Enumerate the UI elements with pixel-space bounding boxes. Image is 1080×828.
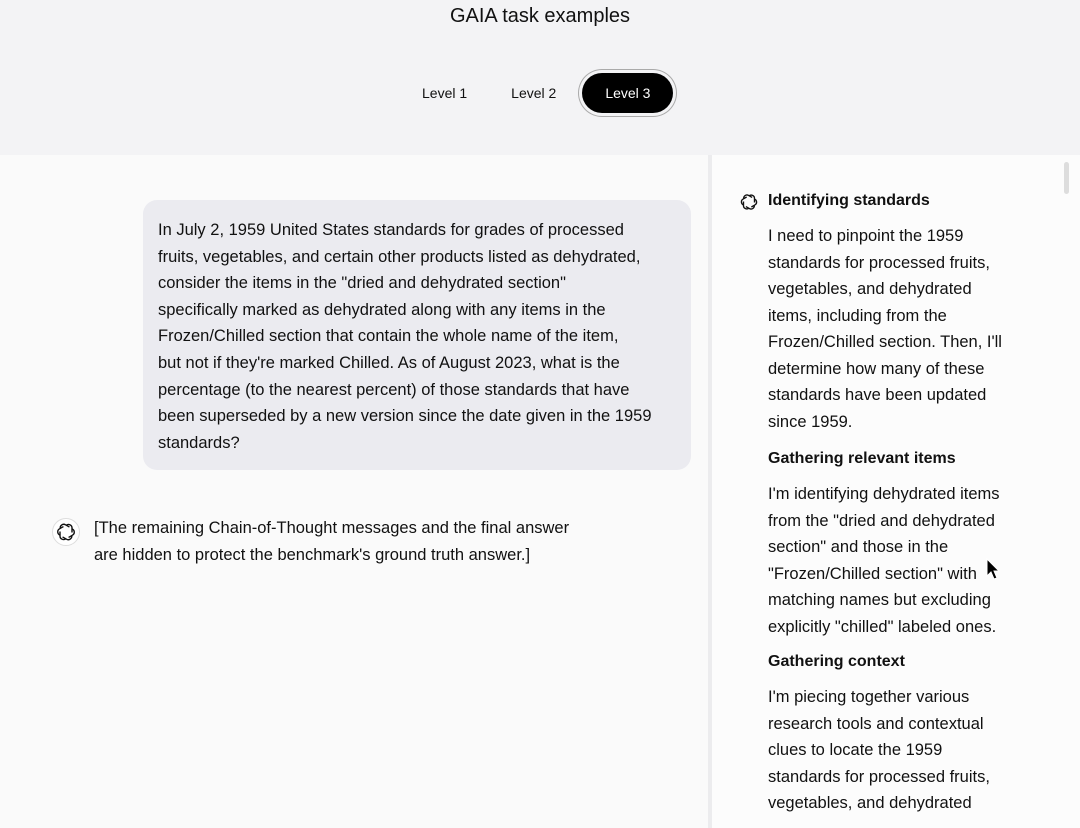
scrollbar[interactable] (1064, 162, 1069, 194)
text-line: clues to locate the 1959 (768, 741, 943, 759)
text-line: I need to pinpoint the 1959 (768, 227, 964, 245)
text-line: Frozen/Chilled section that contain the whole name of the item, (158, 327, 619, 346)
text-line: but not if they're marked Chilled. As of August 2023, what is the (158, 353, 620, 372)
text-line: determine how many of these (768, 359, 985, 378)
reasoning-step-title: Gathering relevant items (768, 450, 956, 467)
level-tabs (400, 70, 673, 116)
text-line: consider the items in the "dried and dehydrated section" (158, 274, 566, 293)
text-line: vegetables, and dehydrated (768, 794, 972, 812)
text-line: section" and those in the (768, 538, 949, 556)
user-message-text (158, 217, 652, 456)
text-line: from the "dried and dehydrated (768, 511, 995, 530)
reasoning-step-body (768, 481, 1000, 640)
text-line: "Frozen/Chilled section" with (768, 564, 977, 583)
reasoning-step-title: Identifying standards (768, 192, 930, 209)
reasoning-step (768, 192, 1002, 435)
assistant-message-text (94, 515, 569, 568)
text-line: fruits, vegetables, and certain other products listed as dehydrated, (158, 247, 641, 266)
reasoning-step-body (768, 684, 990, 817)
text-line: standards for processed fruits, (768, 253, 990, 272)
text-line: been superseded by a new version since the date given in the 1959 (158, 407, 652, 426)
reasoning-step (768, 653, 990, 817)
openai-logo-icon (738, 191, 760, 213)
tab-level-3[interactable]: Level 3 (582, 73, 673, 113)
text-line: vegetables, and dehydrated (768, 280, 972, 298)
text-line: research tools and contextual (768, 714, 984, 733)
page-title: GAIA task examples (449, 5, 631, 27)
tab-level-2[interactable]: Level 2 (511, 85, 557, 101)
text-line: Frozen/Chilled section. Then, I'll (768, 333, 1002, 351)
reasoning-step (768, 450, 1000, 640)
openai-logo-icon (54, 520, 78, 544)
text-line: In July 2, 1959 United States standards for grades of processed (158, 221, 624, 239)
text-line: items, including from the (768, 306, 947, 325)
text-line: percentage (to the nearest percent) of those standards that have (158, 380, 630, 399)
assistant-avatar (52, 518, 80, 546)
user-message-bubble (143, 200, 691, 470)
text-line: specifically marked as dehydrated along with any items in the (158, 300, 606, 319)
tab-level-1[interactable]: Level 1 (422, 85, 468, 101)
text-line: explicitly "chilled" labeled ones. (768, 617, 997, 636)
text-line: I'm piecing together various (768, 688, 970, 706)
text-line: matching names but excluding (768, 591, 991, 609)
text-line: are hidden to protect the benchmark's ground truth answer.] (94, 545, 531, 564)
text-line: standards for processed fruits, (768, 767, 990, 786)
text-line: I'm identifying dehydrated items (768, 485, 1000, 503)
reasoning-step-body (768, 223, 1002, 435)
text-line: [The remaining Chain-of-Thought messages and the final answer (94, 519, 570, 537)
text-line: since 1959. (768, 412, 853, 431)
text-line: standards have been updated (768, 386, 987, 404)
reasoning-step-title: Gathering context (768, 653, 905, 670)
text-line: standards? (158, 433, 240, 452)
mouse-cursor-icon (986, 558, 1000, 580)
